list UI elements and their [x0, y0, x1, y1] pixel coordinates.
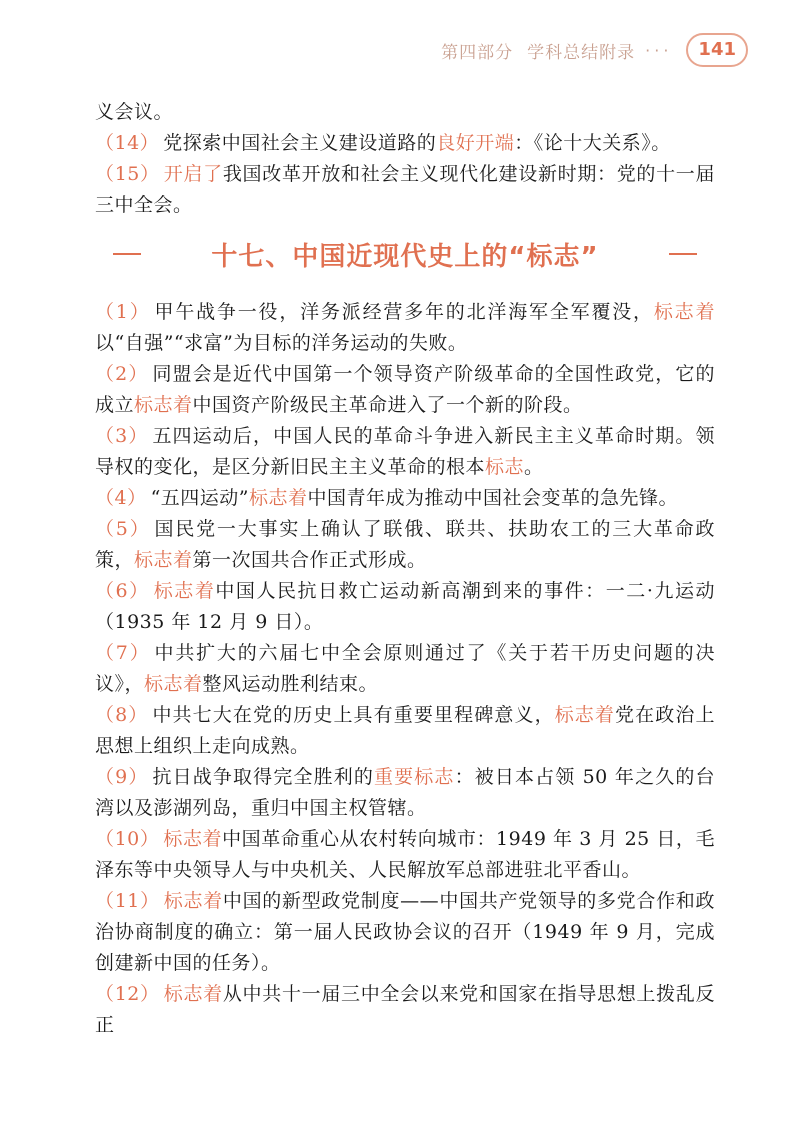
body-text: ：《论十大关系》。	[514, 132, 671, 154]
list-item	[95, 514, 715, 576]
body-text: 。	[524, 456, 544, 478]
item-number: （5）	[95, 518, 151, 540]
list-item	[95, 638, 715, 700]
body-text: 中国革命重心从农村转向城市：1949 年 3 月 25 日，毛泽东等中央领导人与中央机关、人民解放军总部进驻北平香山。	[95, 828, 715, 881]
highlight-text: 标志着	[163, 983, 223, 1005]
body-text: 第一次国共合作正式形成。	[192, 549, 427, 571]
page-number-badge: 141	[686, 33, 748, 67]
list-item	[95, 359, 715, 421]
list-item	[95, 762, 715, 824]
body-text: 党在政治上思想上组织上走向成熟。	[95, 704, 715, 757]
body-text: 整风运动胜利结束。	[202, 673, 379, 695]
list-item	[95, 297, 715, 359]
highlight-text: 标志着	[134, 549, 193, 571]
highlight-text: 标志着	[153, 580, 216, 602]
list-item	[95, 97, 715, 128]
body-text: 甲午战争一役，洋务派经营多年的北洋海军全军覆没，	[154, 301, 654, 323]
highlight-text: 良好开端	[436, 132, 515, 154]
list-item	[95, 159, 715, 221]
heading-left-dash	[113, 253, 141, 255]
top-item-list	[95, 97, 715, 221]
body-text: 中共七大在党的历史上具有重要里程碑意义，	[152, 704, 555, 726]
list-item	[95, 483, 715, 514]
list-item	[95, 886, 715, 979]
body-text: 中共扩大的六届七中全会原则通过了《关于若干历史问题的决议》，	[95, 642, 715, 695]
item-number: （3）	[95, 425, 149, 447]
body-text: 党探索中国社会主义建设道路的	[163, 132, 437, 154]
highlight-text: 标志着	[653, 301, 715, 323]
highlight-text: 标志着	[134, 394, 193, 416]
item-number: （6）	[95, 580, 150, 602]
page-header	[441, 28, 748, 72]
marker-item-list	[95, 297, 715, 1041]
body-text: “五四运动”	[150, 487, 250, 509]
list-item	[95, 824, 715, 886]
body-text: 中国资产阶级民主革命进入了一个新的阶段。	[192, 394, 583, 416]
item-number: （12）	[95, 983, 160, 1005]
item-number: （8）	[95, 704, 149, 726]
body-text: 中国青年成为推动中国社会变革的急先锋。	[307, 487, 679, 509]
body-text: 从中共十一届三中全会以来党和国家在指导思想上拨乱反正	[95, 983, 715, 1036]
item-number: （10）	[95, 828, 160, 850]
item-number: （1）	[95, 301, 151, 323]
header-part-label: 学科总结附录	[527, 42, 636, 63]
body-text: 中国的新型政党制度——中国共产党领导的多党合作和政治协商制度的确立：第一届人民政协会议的召开（1949 年 9 月，完成创建新中国的任务）。	[95, 890, 715, 974]
highlight-text: 标志着	[144, 673, 203, 695]
item-number: （9）	[95, 766, 149, 788]
highlight-text: 标志着	[163, 890, 223, 912]
body-text: 义会议。	[95, 101, 174, 123]
highlight-text: 标志着	[163, 828, 223, 850]
item-number: （11）	[95, 890, 160, 912]
highlight-text: 开启了	[163, 163, 223, 185]
header-section-label: 第四部分	[441, 42, 514, 63]
item-number: （15）	[95, 163, 160, 185]
body-text: ：被日本占领 50 年之久的台湾以及澎湖列岛，重归中国主权管辖。	[95, 766, 715, 819]
highlight-text: 标志着	[554, 704, 616, 726]
body-text: 抗日战争取得完全胜利的	[152, 766, 375, 788]
body-text: 同盟会是近代中国第一个领导资产阶级革命的全国性政党，它的成立	[95, 363, 715, 416]
highlight-text: 标志着	[249, 487, 308, 509]
list-item	[95, 979, 715, 1041]
heading-right-dash	[669, 253, 697, 255]
list-item	[95, 128, 715, 159]
body-text: 中国人民抗日救亡运动新高潮到来的事件：一二·九运动（1935 年 12 月 9 日）。	[95, 580, 715, 633]
list-item	[95, 421, 715, 483]
item-number: （7）	[95, 642, 151, 664]
item-number: （2）	[95, 363, 149, 385]
section-title: 十七、中国近现代史上的“标志”	[211, 241, 599, 272]
item-number: （4）	[95, 487, 147, 509]
list-item	[95, 700, 715, 762]
item-number: （14）	[95, 132, 160, 154]
highlight-text: 重要标志	[374, 766, 455, 788]
section-heading	[95, 232, 715, 276]
header-dots: ···	[645, 40, 673, 60]
body-text: 我国改革开放和社会主义现代化建设新时期：党的十一届三中全会。	[95, 163, 715, 216]
body-text: 五四运动后，中国人民的革命斗争进入新民主主义革命时期。领导权的变化，是区分新旧民主主义革命的根本	[95, 425, 715, 478]
highlight-text: 标志	[485, 456, 525, 478]
body-text: 国民党一大事实上确认了联俄、联共、扶助农工的三大革命政策，	[95, 518, 715, 571]
list-item	[95, 576, 715, 638]
body-text: 以“自强”“求富”为目标的洋务运动的失败。	[95, 332, 468, 354]
